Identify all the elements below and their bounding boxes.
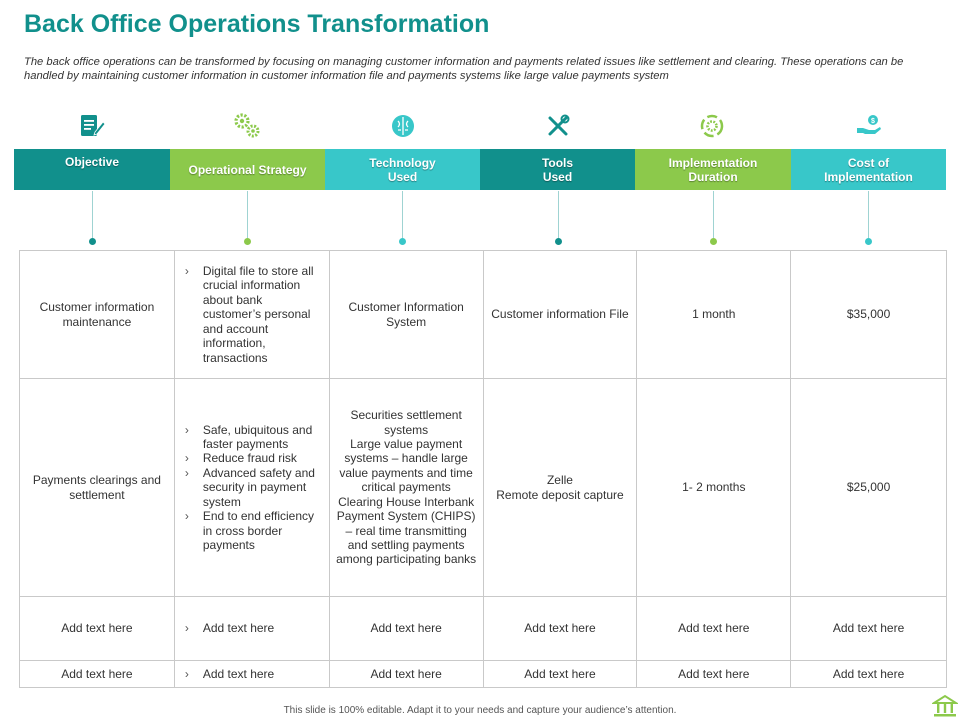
table-row [20, 379, 947, 597]
hand-money-icon [855, 112, 883, 140]
connector-line [92, 191, 93, 238]
header-cost-of-implementation: Cost of Implementation [791, 149, 946, 190]
connector-dot [399, 238, 406, 245]
cell-objective: Payments clearings and settlement [20, 379, 175, 597]
strategy-bullet: › Safe, ubiquitous and faster payments [183, 423, 323, 452]
cell-tools: Add text here [483, 597, 637, 661]
connector-line [868, 191, 869, 238]
page-title: Back Office Operations Transformation [24, 10, 490, 38]
svg-text:$: $ [871, 118, 875, 125]
cell-cost: Add text here [791, 597, 947, 661]
strategy-bullet: › Add text here [183, 667, 323, 681]
cell-strategy [174, 379, 329, 597]
cell-objective: Add text here [20, 597, 175, 661]
cell-technology: Securities settlement systems Large value payment systems – handle large value payments and time critical payments Clearing House Interbank Payment System (CHIPS) – real time transmitting and settling payments among participating banks [329, 379, 483, 597]
connector-dot [710, 238, 717, 245]
footer-note: This slide is 100% editable. Adapt it to your needs and capture your audience’s attention. [283, 705, 677, 716]
gears-icon [233, 112, 261, 140]
header-tools-used: Tools Used [480, 149, 635, 190]
header-operational-strategy: Operational Strategy [170, 149, 325, 190]
cell-cost: $35,000 [791, 251, 947, 379]
operations-table [19, 250, 947, 688]
strategy-bullet: › Digital file to store all crucial information about bank customer’s personal and account information, transactions [183, 264, 323, 365]
home-icon[interactable] [932, 693, 958, 719]
strategy-bullet: › End to end efficiency in cross border payments [183, 509, 323, 552]
cell-technology: Add text here [329, 597, 483, 661]
connector-line [558, 191, 559, 238]
connector-line [713, 191, 714, 238]
cell-duration: Add text here [637, 597, 791, 661]
cell-cost: Add text here [791, 661, 947, 688]
page-subtitle: The back office operations can be transformed by focusing on managing customer information and payments related issues like settlement and clearing. These operations can be handled by maintaining customer information in customer information file and payments systems like large value payments system [24, 56, 904, 82]
cell-cost: $25,000 [791, 379, 947, 597]
header-technology-used: Technology Used [325, 149, 480, 190]
cell-objective: Add text here [20, 661, 175, 688]
connector-line [402, 191, 403, 238]
brain-icon [389, 112, 417, 140]
table-row [20, 661, 947, 688]
cell-tools: Zelle Remote deposit capture [483, 379, 637, 597]
cell-duration: 1- 2 months [637, 379, 791, 597]
strategy-bullet: › Add text here [183, 621, 323, 635]
gear-cycle-icon [698, 112, 726, 140]
tools-icon [544, 112, 572, 140]
connector-dot [89, 238, 96, 245]
cell-tools: Add text here [483, 661, 637, 688]
cell-tools: Customer information File [483, 251, 637, 379]
connector-line [247, 191, 248, 238]
cell-strategy [174, 251, 329, 379]
header-objective: Objective [14, 149, 170, 190]
strategy-bullet: › Advanced safety and security in payment system [183, 466, 323, 509]
cell-objective: Customer information maintenance [20, 251, 175, 379]
cell-technology: Add text here [329, 661, 483, 688]
strategy-bullet: › Reduce fraud risk [183, 451, 323, 465]
header-implementation-duration: Implementation Duration [635, 149, 791, 190]
connector-dot [244, 238, 251, 245]
cell-duration: 1 month [637, 251, 791, 379]
cell-technology: Customer Information System [329, 251, 483, 379]
connector-dot [865, 238, 872, 245]
cell-strategy [174, 597, 329, 661]
document-edit-icon [78, 112, 106, 140]
connector-dot [555, 238, 562, 245]
table-row [20, 597, 947, 661]
table-row [20, 251, 947, 379]
cell-duration: Add text here [637, 661, 791, 688]
cell-strategy [174, 661, 329, 688]
